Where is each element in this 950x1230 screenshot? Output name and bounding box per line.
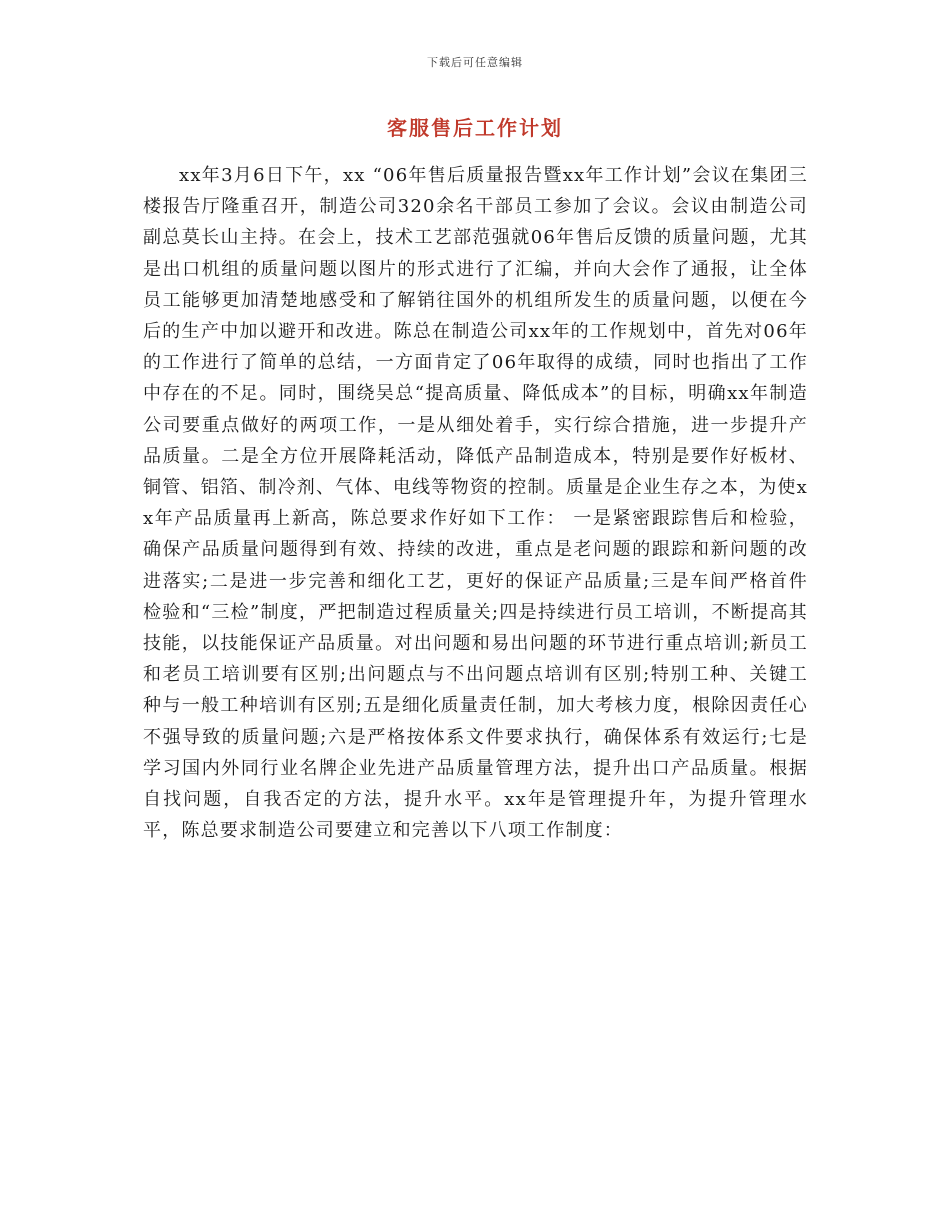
page-header-note: 下载后可任意编辑	[427, 56, 523, 69]
document-title: 客服售后工作计划	[387, 116, 563, 140]
body-paragraph: xx年3月6日下午，xx “06年售后质量报告暨xx年工作计划”会议在集团三楼报告厅隆重召开，制造公司320余名干部员工参加了会议。会议由制造公司副总莫长山主持。在会上，技术工艺部范强就06年售后反馈的质量问题，尤其是出口机组的质量问题以图片的形式进行了汇编，并向大会作了通报，让全体员工能够更加清楚地感受和了解销往国外的机组所发生的质量问题，以便在今后的生产中加以避开和改进。陈总在制造公司xx年的工作规划中，首先对06年的工作进行了简单的总结，一方面肯定了06年取得的成绩，同时也指出了工作中存在的不足。同时，围绕吴总“提高质量、降低成本”的目标，明确xx年制造公司要重点做好的两项工作，一是从细处着手，实行综合措施，进一步提升产品质量。二是全方位开展降耗活动，降低产品制造成本，特别是要作好板材、铜管、铝箔、制冷剂、气体、电线等物资的控制。质量是企业生存之本，为使xx年产品质量再上新高，陈总要求作好如下工作： 一是紧密跟踪售后和检验，确保产品质量问题得到有效、持续的改进，重点是老问题的跟踪和新问题的改进落实;二是进一步完善和细化工艺，更好的保证产品质量;三是车间严格首件检验和“三检”制度，严把制造过程质量关;四是持续进行员工培训，不断提高其技能，以技能保证产品质量。对出问题和易出问题的环节进行重点培训;新员工和老员工培训要有区别;出问题点与不出问题点培训有区别;特别工种、关键工种与一般工种培训有区别;五是细化质量责任制，加大考核力度，根除因责任心不强导致的质量问题;六是严格按体系文件要求执行，确保体系有效运行;七是学习国内外同行业名牌企业先进产品质量管理方法，提升出口产品质量。根据自找问题，自我否定的方法，提升水平。xx年是管理提升年，为提升管理水平，陈总要求制造公司要建立和完善以下八项工作制度：	[143, 165, 808, 842]
